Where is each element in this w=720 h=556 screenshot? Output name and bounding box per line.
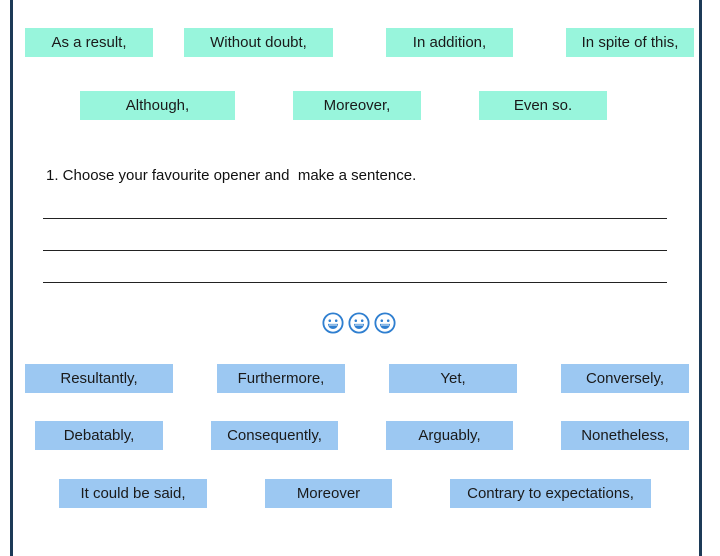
opener-chip[interactable]: It could be said, bbox=[59, 479, 207, 508]
opener-chip[interactable]: As a result, bbox=[25, 28, 153, 57]
writing-line[interactable] bbox=[43, 282, 667, 283]
opener-chip[interactable]: Nonetheless, bbox=[561, 421, 689, 450]
opener-chip[interactable]: Consequently, bbox=[211, 421, 338, 450]
opener-chip[interactable]: Without doubt, bbox=[184, 28, 333, 57]
opener-chip[interactable]: Conversely, bbox=[561, 364, 689, 393]
opener-chip[interactable]: Yet, bbox=[389, 364, 517, 393]
page-border bbox=[10, 0, 702, 556]
opener-chip[interactable]: Contrary to expectations, bbox=[450, 479, 651, 508]
opener-chip[interactable]: Debatably, bbox=[35, 421, 163, 450]
grinning-face-icon bbox=[348, 312, 370, 334]
grinning-face-icon bbox=[374, 312, 396, 334]
opener-chip[interactable]: Even so. bbox=[479, 91, 607, 120]
opener-chip[interactable]: Although, bbox=[80, 91, 235, 120]
writing-line[interactable] bbox=[43, 218, 667, 219]
opener-chip[interactable]: Furthermore, bbox=[217, 364, 345, 393]
opener-chip[interactable]: Resultantly, bbox=[25, 364, 173, 393]
emoji-row bbox=[322, 312, 396, 334]
grinning-face-icon bbox=[322, 312, 344, 334]
opener-chip[interactable]: In addition, bbox=[386, 28, 513, 57]
opener-chip[interactable]: Arguably, bbox=[386, 421, 513, 450]
task-prompt: 1. Choose your favourite opener and make a sentence. bbox=[46, 167, 417, 184]
opener-chip[interactable]: Moreover, bbox=[293, 91, 421, 120]
opener-chip[interactable]: Moreover bbox=[265, 479, 392, 508]
writing-line[interactable] bbox=[43, 250, 667, 251]
opener-chip[interactable]: In spite of this, bbox=[566, 28, 694, 57]
